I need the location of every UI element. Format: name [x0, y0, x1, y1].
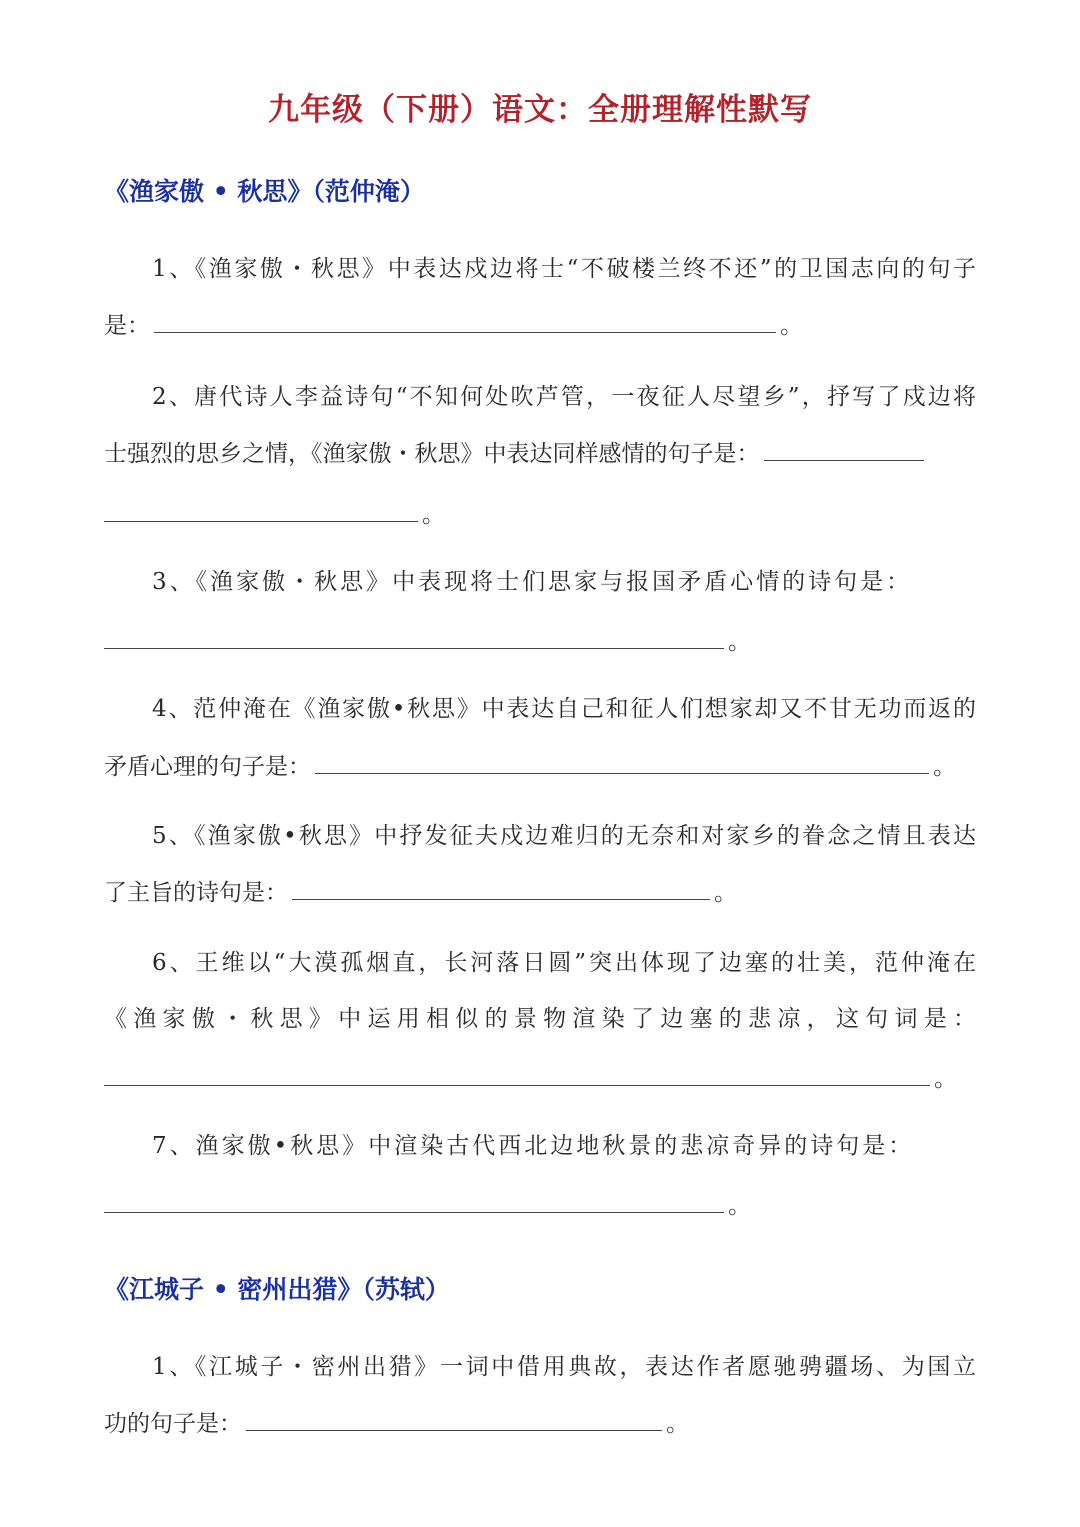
jiangchengzi-question-1-line-1: 1、《江城子・密州出猎》一词中借用典故，表达作者愿驰骋疆场、为国立	[152, 1354, 976, 1380]
end-mark: 。	[934, 1066, 957, 1092]
question-5-prefix: 了主旨的诗句是：	[104, 880, 288, 906]
question-7-line-1: 7、渔家傲•秋思》中渲染古代西北边地秋景的悲凉奇异的诗句是：	[152, 1133, 915, 1159]
end-mark: 。	[666, 1411, 689, 1437]
question-6-line-3	[104, 1063, 976, 1095]
question-2-prefix: 士强烈的思乡之情，《渔家傲・秋思》中表达同样感情的句子是：	[104, 441, 760, 467]
question-3-line-2	[104, 626, 976, 658]
jiangchengzi-question-1-line-2	[104, 1408, 976, 1440]
end-mark: 。	[714, 880, 737, 906]
question-1-line-2	[104, 310, 976, 342]
question-5-line-2	[104, 877, 976, 909]
end-mark: 。	[422, 502, 445, 528]
section-heading-yujiaao: 《渔家傲 • 秋思》（范仲淹）	[104, 177, 425, 206]
question-4-prefix: 矛盾心理的句子是：	[104, 754, 311, 780]
answer-blank[interactable]	[292, 898, 710, 900]
question-4-line-1: 4、范仲淹在《渔家傲•秋思》中表达自己和征人们想家却又不甘无功而返的	[152, 696, 976, 722]
section-heading-jiangchengzi: 《江城子 • 密州出猎》（苏轼）	[104, 1275, 450, 1304]
question-5-line-1: 5、《渔家傲•秋思》中抒发征夫戍边难归的无奈和对家乡的眷念之情且表达	[152, 823, 976, 849]
question-4-line-2	[104, 751, 976, 783]
answer-blank[interactable]	[246, 1429, 662, 1431]
question-3-line-1: 3、《渔家傲・秋思》中表现将士们思家与报国矛盾心情的诗句是：	[152, 569, 913, 595]
question-2-line-3	[104, 499, 976, 531]
end-mark: 。	[780, 313, 803, 339]
answer-blank[interactable]	[104, 1084, 930, 1086]
question-7-line-2	[104, 1190, 976, 1222]
page-title: 九年级（下册）语文：全册理解性默写	[268, 92, 812, 128]
answer-blank[interactable]	[315, 772, 929, 774]
answer-blank[interactable]	[764, 459, 924, 461]
end-mark: 。	[933, 754, 956, 780]
answer-blank[interactable]	[104, 1211, 724, 1213]
question-6-line-2: 《渔家傲・秋思》中运用相似的景物渲染了边塞的悲凉，这句词是：	[104, 1006, 976, 1032]
end-mark: 。	[728, 1193, 751, 1219]
question-2-line-2	[104, 438, 976, 470]
end-mark: 。	[728, 629, 751, 655]
answer-blank[interactable]	[104, 647, 724, 649]
question-1-prefix: 是：	[104, 313, 150, 339]
jiangchengzi-question-1-prefix: 功的句子是：	[104, 1411, 242, 1437]
question-2-line-1: 2、唐代诗人李益诗句“不知何处吹芦管，一夜征人尽望乡”，抒写了戍边将	[152, 384, 976, 410]
answer-blank[interactable]	[154, 331, 776, 333]
question-6-line-1: 6、王维以“大漠孤烟直，长河落日圆”突出体现了边塞的壮美，范仲淹在	[152, 950, 976, 976]
answer-blank[interactable]	[104, 520, 418, 522]
question-1-line-1: 1、《渔家傲・秋思》中表达戍边将士“不破楼兰终不还”的卫国志向的句子	[152, 256, 976, 282]
